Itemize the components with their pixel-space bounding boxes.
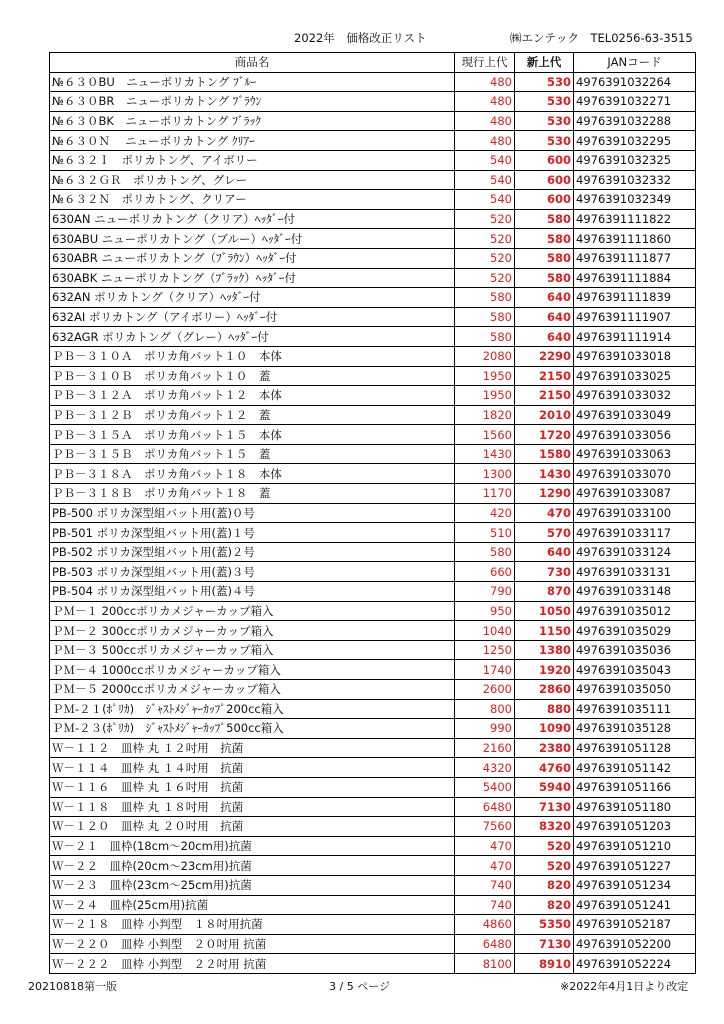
product-name-cell: ＰＭ－１ 200ccポリカメジャーカップ箱入	[50, 601, 455, 621]
new-price-cell: 2860	[515, 680, 574, 700]
jan-code-cell: 4976391032271	[574, 92, 696, 112]
new-price-cell: 640	[515, 288, 574, 308]
jan-code-cell: 4976391035050	[574, 680, 696, 700]
current-price-cell: 1560	[455, 425, 515, 445]
new-price-cell: 1090	[515, 719, 574, 739]
current-price-cell: 520	[455, 248, 515, 268]
product-name-cell: Ｗ－２２０ 皿枠 小判型 ２０吋用 抗菌	[50, 934, 455, 954]
new-price-cell: 580	[515, 248, 574, 268]
current-price-cell: 1040	[455, 621, 515, 641]
jan-code-cell: 4976391051203	[574, 817, 696, 837]
table-row	[50, 601, 696, 621]
current-price-cell: 1950	[455, 386, 515, 406]
current-price-cell: 420	[455, 503, 515, 523]
table-row	[50, 190, 696, 210]
new-price-cell: 530	[515, 72, 574, 92]
jan-code-cell: 4976391032349	[574, 190, 696, 210]
jan-code-cell: 4976391032332	[574, 170, 696, 190]
new-price-cell: 530	[515, 92, 574, 112]
jan-code-cell: 4976391033131	[574, 562, 696, 582]
new-price-cell: 1580	[515, 444, 574, 464]
jan-code-cell: 4976391035029	[574, 621, 696, 641]
table-row	[50, 856, 696, 876]
product-name-cell: PB-502 ポリカ深型組バット用(蓋)２号	[50, 542, 455, 562]
table-row	[50, 954, 696, 974]
current-price-cell: 520	[455, 209, 515, 229]
new-price-cell: 820	[515, 875, 574, 895]
product-name-cell: ＰＢ－３１０Ｂ ポリカ角バット１０ 蓋	[50, 366, 455, 386]
product-name-cell: №６３２Ｉ ポリカトング、アイボリー	[50, 150, 455, 170]
table-row	[50, 170, 696, 190]
jan-code-cell: 4976391033117	[574, 523, 696, 543]
new-price-cell: 1150	[515, 621, 574, 641]
new-price-cell: 600	[515, 170, 574, 190]
current-price-cell: 540	[455, 190, 515, 210]
new-price-cell: 2150	[515, 386, 574, 406]
table-row	[50, 150, 696, 170]
current-price-cell: 580	[455, 288, 515, 308]
jan-code-cell: 4976391051234	[574, 875, 696, 895]
table-row	[50, 719, 696, 739]
new-price-cell: 520	[515, 856, 574, 876]
product-name-cell: Ｗ－２２ 皿枠(20cm～23cm用)抗菌	[50, 856, 455, 876]
new-price-cell: 470	[515, 503, 574, 523]
price-table	[49, 52, 696, 974]
document-title: 2022年 価格改正リスト	[294, 31, 427, 45]
new-price-cell: 580	[515, 229, 574, 249]
jan-code-cell: 4976391035128	[574, 719, 696, 739]
jan-code-cell: 4976391052200	[574, 934, 696, 954]
current-price-cell: 470	[455, 856, 515, 876]
current-price-cell: 2600	[455, 680, 515, 700]
current-price-cell: 480	[455, 92, 515, 112]
current-price-cell: 480	[455, 111, 515, 131]
product-name-cell: ＰＭ－４ 1000ccポリカメジャーカップ箱入	[50, 660, 455, 680]
new-price-cell: 570	[515, 523, 574, 543]
product-name-cell: №６３０BU ニューポリカトング ﾌﾞﾙｰ	[50, 72, 455, 92]
product-name-cell: 630AN ニューポリカトング（クリア）ﾍｯﾀﾞｰ付	[50, 209, 455, 229]
current-price-cell: 1300	[455, 464, 515, 484]
new-price-cell: 8910	[515, 954, 574, 974]
jan-code-cell: 4976391035012	[574, 601, 696, 621]
current-price-cell: 8100	[455, 954, 515, 974]
table-row	[50, 680, 696, 700]
product-name-cell: №６３０Ｎ ニューポリカトング ｸﾘｱｰ	[50, 131, 455, 151]
table-row	[50, 111, 696, 131]
product-name-cell: ＰＢ－３１０Ａ ポリカ角バット１０ 本体	[50, 346, 455, 366]
table-row	[50, 346, 696, 366]
table-row	[50, 366, 696, 386]
table-row	[50, 934, 696, 954]
jan-code-cell: 4976391032295	[574, 131, 696, 151]
jan-code-cell: 4976391052187	[574, 915, 696, 935]
table-row	[50, 738, 696, 758]
product-name-cell: ＰＭ－３ 500ccポリカメジャーカップ箱入	[50, 640, 455, 660]
product-name-cell: ＰＢ－３１５Ａ ポリカ角バット１５ 本体	[50, 425, 455, 445]
product-name-cell: ＰＭ-２３(ﾎﾟﾘｶ) ｼﾞｬｽﾄﾒｼﾞｬｰｶｯﾌﾟ500cc箱入	[50, 719, 455, 739]
table-row	[50, 248, 696, 268]
current-price-cell: 800	[455, 699, 515, 719]
table-row	[50, 817, 696, 837]
jan-code-cell: 4976391111822	[574, 209, 696, 229]
edition-label: 20210818第一版	[28, 980, 117, 993]
new-price-cell: 7130	[515, 934, 574, 954]
table-row	[50, 758, 696, 778]
product-name-cell: 632AN ポリカトング（クリア）ﾍｯﾀﾞｰ付	[50, 288, 455, 308]
current-price-cell: 660	[455, 562, 515, 582]
table-row	[50, 288, 696, 308]
current-price-cell: 1430	[455, 444, 515, 464]
current-price-cell: 790	[455, 582, 515, 602]
column-header-product-name: 商品名	[50, 53, 455, 73]
jan-code-cell: 4976391035111	[574, 699, 696, 719]
product-name-cell: 632AGR ポリカトング（グレー）ﾍｯﾀﾞｰ付	[50, 327, 455, 347]
new-price-cell: 730	[515, 562, 574, 582]
current-price-cell: 6480	[455, 797, 515, 817]
new-price-cell: 7130	[515, 797, 574, 817]
table-row	[50, 621, 696, 641]
jan-code-cell: 4976391052224	[574, 954, 696, 974]
product-name-cell: ＰＭ-２１(ﾎﾟﾘｶ) ｼﾞｬｽﾄﾒｼﾞｬｰｶｯﾌﾟ200cc箱入	[50, 699, 455, 719]
table-row	[50, 777, 696, 797]
current-price-cell: 510	[455, 523, 515, 543]
product-name-cell: Ｗ－２１８ 皿枠 小判型 １８吋用抗菌	[50, 915, 455, 935]
table-row	[50, 915, 696, 935]
new-price-cell: 520	[515, 836, 574, 856]
jan-code-cell: 4976391111907	[574, 307, 696, 327]
table-row	[50, 562, 696, 582]
product-name-cell: Ｗ－２４ 皿枠(25cm用)抗菌	[50, 895, 455, 915]
product-name-cell: ＰＢ－３１８Ａ ポリカ角バット１８ 本体	[50, 464, 455, 484]
current-price-cell: 740	[455, 895, 515, 915]
new-price-cell: 1920	[515, 660, 574, 680]
jan-code-cell: 4976391033070	[574, 464, 696, 484]
new-price-cell: 640	[515, 327, 574, 347]
table-row	[50, 464, 696, 484]
current-price-cell: 950	[455, 601, 515, 621]
jan-code-cell: 4976391033032	[574, 386, 696, 406]
current-price-cell: 580	[455, 327, 515, 347]
current-price-cell: 1170	[455, 484, 515, 504]
product-name-cell: PB-503 ポリカ深型組バット用(蓋)３号	[50, 562, 455, 582]
jan-code-cell: 4976391032288	[574, 111, 696, 131]
product-name-cell: 632AI ポリカトング（アイボリー）ﾍｯﾀﾞｰ付	[50, 307, 455, 327]
table-row	[50, 307, 696, 327]
table-row	[50, 327, 696, 347]
table-row	[50, 131, 696, 151]
new-price-cell: 530	[515, 111, 574, 131]
jan-code-cell: 4976391032264	[574, 72, 696, 92]
current-price-cell: 520	[455, 229, 515, 249]
jan-code-cell: 4976391033025	[574, 366, 696, 386]
jan-code-cell: 4976391033049	[574, 405, 696, 425]
current-price-cell: 990	[455, 719, 515, 739]
product-name-cell: №６３２Ｎ ポリカトング、クリアー	[50, 190, 455, 210]
new-price-cell: 2150	[515, 366, 574, 386]
current-price-cell: 1740	[455, 660, 515, 680]
current-price-cell: 2080	[455, 346, 515, 366]
table-row	[50, 484, 696, 504]
current-price-cell: 1950	[455, 366, 515, 386]
new-price-cell: 600	[515, 150, 574, 170]
product-name-cell: Ｗ－１１４ 皿枠 丸 １４吋用 抗菌	[50, 758, 455, 778]
jan-code-cell: 4976391033100	[574, 503, 696, 523]
jan-code-cell: 4976391111860	[574, 229, 696, 249]
product-name-cell: ＰＢ－３１８Ｂ ポリカ角バット１８ 蓋	[50, 484, 455, 504]
jan-code-cell: 4976391051241	[574, 895, 696, 915]
revision-note: ※2022年4月1日より改定	[560, 980, 689, 993]
table-header-row	[50, 53, 696, 73]
product-name-cell: №６３０BK ニューポリカトング ﾌﾞﾗｯｸ	[50, 111, 455, 131]
new-price-cell: 870	[515, 582, 574, 602]
new-price-cell: 2380	[515, 738, 574, 758]
table-row	[50, 425, 696, 445]
jan-code-cell: 4976391051142	[574, 758, 696, 778]
table-row	[50, 72, 696, 92]
jan-code-cell: 4976391035036	[574, 640, 696, 660]
table-row	[50, 405, 696, 425]
table-row	[50, 268, 696, 288]
current-price-cell: 7560	[455, 817, 515, 837]
current-price-cell: 520	[455, 268, 515, 288]
new-price-cell: 5940	[515, 777, 574, 797]
column-header-new-price: 新上代	[515, 53, 574, 73]
company-contact: ㈱エンテック TEL0256-63-3515	[510, 31, 693, 45]
table-row	[50, 386, 696, 406]
table-row	[50, 582, 696, 602]
product-name-cell: Ｗ－１１６ 皿枠 丸 １６吋用 抗菌	[50, 777, 455, 797]
new-price-cell: 580	[515, 209, 574, 229]
current-price-cell: 1820	[455, 405, 515, 425]
table-row	[50, 444, 696, 464]
product-name-cell: Ｗ－２３ 皿枠(23cm～25cm用)抗菌	[50, 875, 455, 895]
product-name-cell: ＰＢ－３１５Ｂ ポリカ角バット１５ 蓋	[50, 444, 455, 464]
new-price-cell: 5350	[515, 915, 574, 935]
jan-code-cell: 4976391033148	[574, 582, 696, 602]
product-name-cell: ＰＢ－３１２Ａ ポリカ角バット１２ 本体	[50, 386, 455, 406]
new-price-cell: 2010	[515, 405, 574, 425]
current-price-cell: 5400	[455, 777, 515, 797]
current-price-cell: 2160	[455, 738, 515, 758]
current-price-cell: 1250	[455, 640, 515, 660]
jan-code-cell: 4976391111839	[574, 288, 696, 308]
new-price-cell: 4760	[515, 758, 574, 778]
column-header-jan-code: JANコード	[574, 53, 696, 73]
product-name-cell: Ｗ－１１８ 皿枠 丸 １８吋用 抗菌	[50, 797, 455, 817]
new-price-cell: 1290	[515, 484, 574, 504]
table-row	[50, 875, 696, 895]
new-price-cell: 1430	[515, 464, 574, 484]
product-name-cell: PB-504 ポリカ深型組バット用(蓋)４号	[50, 582, 455, 602]
table-row	[50, 542, 696, 562]
product-name-cell: №６３２ＧＲ ポリカトング、グレー	[50, 170, 455, 190]
current-price-cell: 6480	[455, 934, 515, 954]
product-name-cell: PB-501 ポリカ深型組バット用(蓋)１号	[50, 523, 455, 543]
jan-code-cell: 4976391051128	[574, 738, 696, 758]
product-name-cell: ＰＢ－３１２Ｂ ポリカ角バット１２ 蓋	[50, 405, 455, 425]
jan-code-cell: 4976391111914	[574, 327, 696, 347]
product-name-cell: 630ABR ニューポリカトング（ﾌﾞﾗｳﾝ）ﾍｯﾀﾞｰ付	[50, 248, 455, 268]
new-price-cell: 640	[515, 542, 574, 562]
jan-code-cell: 4976391033087	[574, 484, 696, 504]
jan-code-cell: 4976391033056	[574, 425, 696, 445]
jan-code-cell: 4976391033018	[574, 346, 696, 366]
product-name-cell: Ｗ－１２０ 皿枠 丸 ２０吋用 抗菌	[50, 817, 455, 837]
jan-code-cell: 4976391033124	[574, 542, 696, 562]
column-header-current-price: 現行上代	[455, 53, 515, 73]
page-number: 3 / 5 ページ	[329, 980, 390, 993]
product-name-cell: Ｗ－１１２ 皿枠 丸 １２吋用 抗菌	[50, 738, 455, 758]
product-name-cell: №６３０BR ニューポリカトング ﾌﾞﾗｳﾝ	[50, 92, 455, 112]
new-price-cell: 640	[515, 307, 574, 327]
current-price-cell: 540	[455, 170, 515, 190]
jan-code-cell: 4976391051227	[574, 856, 696, 876]
new-price-cell: 8320	[515, 817, 574, 837]
new-price-cell: 530	[515, 131, 574, 151]
new-price-cell: 600	[515, 190, 574, 210]
new-price-cell: 580	[515, 268, 574, 288]
current-price-cell: 580	[455, 307, 515, 327]
jan-code-cell: 4976391051210	[574, 836, 696, 856]
current-price-cell: 4860	[455, 915, 515, 935]
table-row	[50, 229, 696, 249]
new-price-cell: 2290	[515, 346, 574, 366]
table-row	[50, 660, 696, 680]
product-name-cell: Ｗ－２２２ 皿枠 小判型 ２２吋用 抗菌	[50, 954, 455, 974]
table-row	[50, 836, 696, 856]
jan-code-cell: 4976391111877	[574, 248, 696, 268]
table-row	[50, 699, 696, 719]
product-name-cell: PB-500 ポリカ深型組バット用(蓋)０号	[50, 503, 455, 523]
jan-code-cell: 4976391035043	[574, 660, 696, 680]
new-price-cell: 1720	[515, 425, 574, 445]
jan-code-cell: 4976391051166	[574, 777, 696, 797]
jan-code-cell: 4976391051180	[574, 797, 696, 817]
new-price-cell: 1380	[515, 640, 574, 660]
current-price-cell: 4320	[455, 758, 515, 778]
current-price-cell: 470	[455, 836, 515, 856]
jan-code-cell: 4976391032325	[574, 150, 696, 170]
jan-code-cell: 4976391033063	[574, 444, 696, 464]
product-name-cell: 630ABK ニューポリカトング（ﾌﾞﾗｯｸ）ﾍｯﾀﾞｰ付	[50, 268, 455, 288]
table-row	[50, 209, 696, 229]
table-row	[50, 640, 696, 660]
product-name-cell: Ｗ－２１ 皿枠(18cm～20cm用)抗菌	[50, 836, 455, 856]
table-row	[50, 523, 696, 543]
new-price-cell: 1050	[515, 601, 574, 621]
table-row	[50, 797, 696, 817]
product-name-cell: ＰＭ－５ 2000ccポリカメジャーカップ箱入	[50, 680, 455, 700]
new-price-cell: 820	[515, 895, 574, 915]
jan-code-cell: 4976391111884	[574, 268, 696, 288]
current-price-cell: 580	[455, 542, 515, 562]
product-name-cell: ＰＭ－２ 300ccポリカメジャーカップ箱入	[50, 621, 455, 641]
current-price-cell: 740	[455, 875, 515, 895]
new-price-cell: 880	[515, 699, 574, 719]
table-row	[50, 92, 696, 112]
table-row	[50, 503, 696, 523]
product-name-cell: 630ABU ニューポリカトング（ブルー）ﾍｯﾀﾞｰ付	[50, 229, 455, 249]
table-row	[50, 895, 696, 915]
current-price-cell: 540	[455, 150, 515, 170]
current-price-cell: 480	[455, 72, 515, 92]
current-price-cell: 480	[455, 131, 515, 151]
